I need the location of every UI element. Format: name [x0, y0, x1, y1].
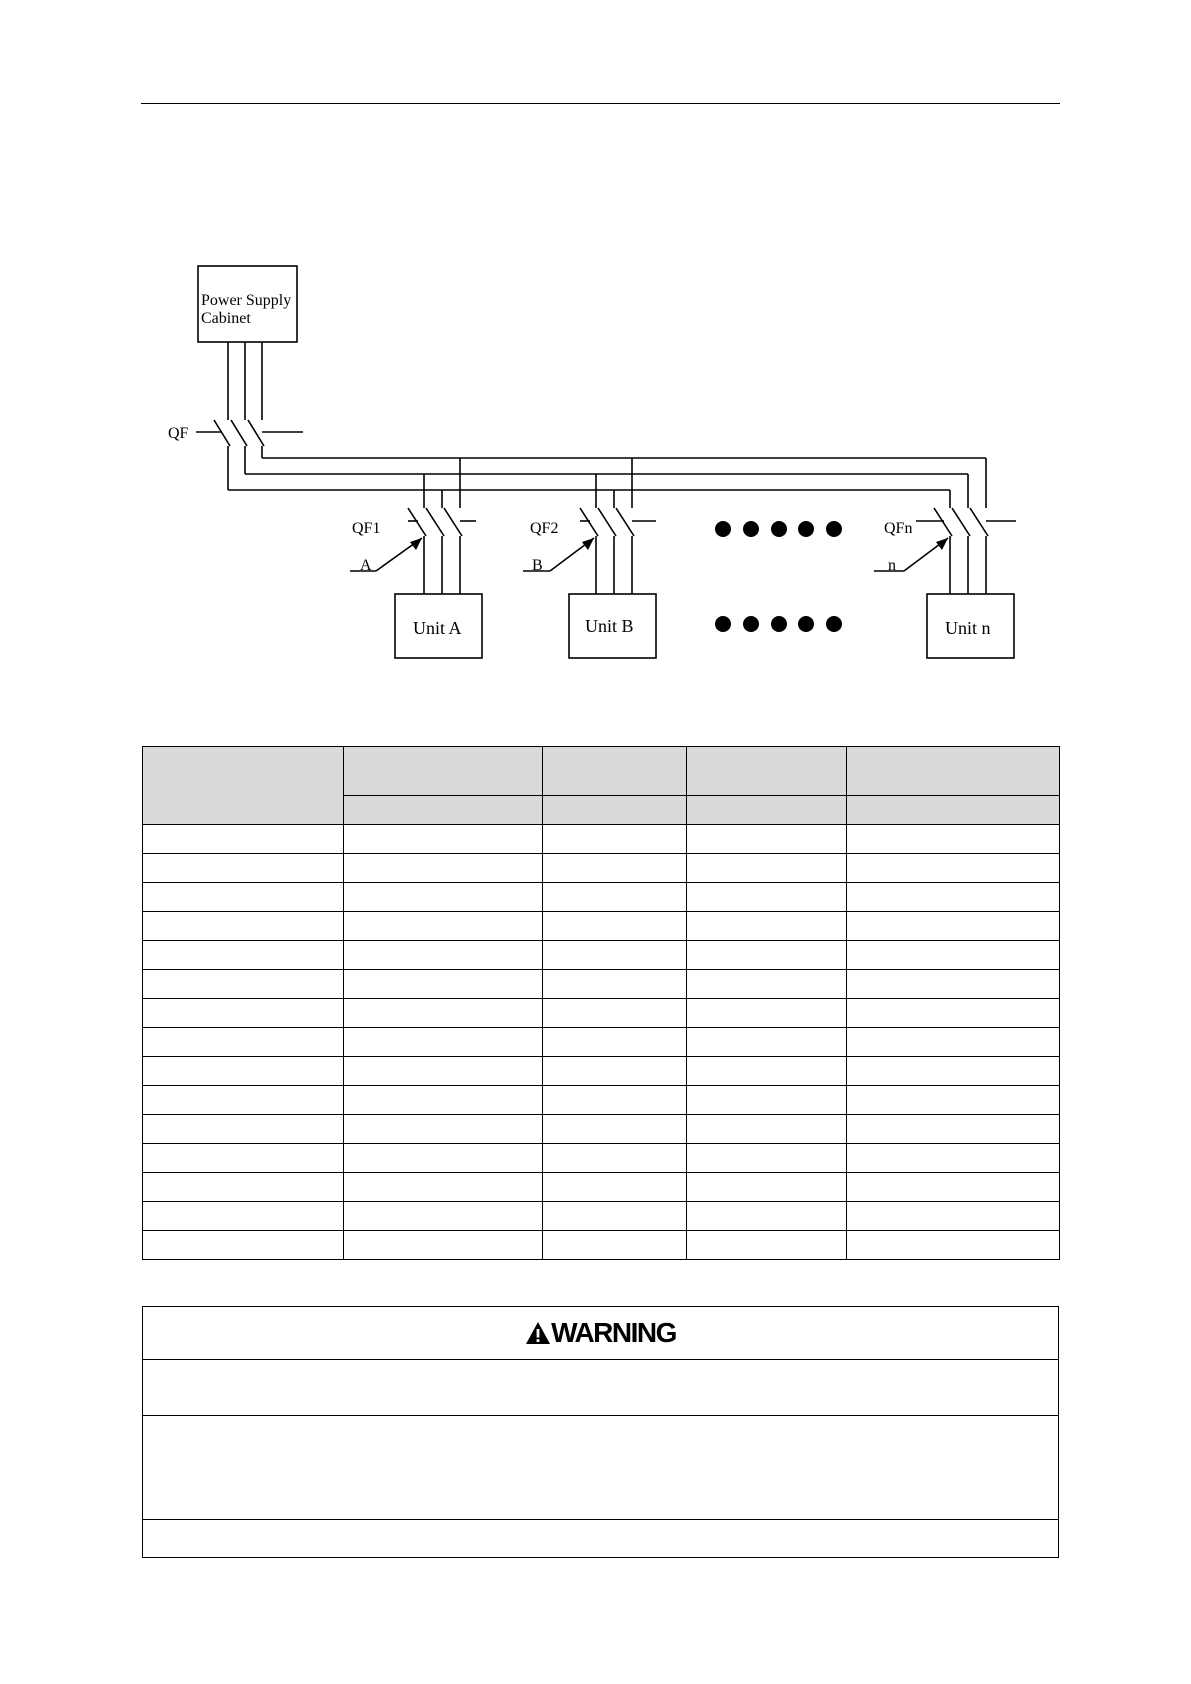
table-row	[143, 883, 1060, 912]
table-row	[143, 970, 1060, 999]
table-row	[143, 1173, 1060, 1202]
lead-b-label: B	[532, 557, 543, 574]
warning-title	[525, 1317, 676, 1349]
qf1-label: QF1	[352, 520, 381, 537]
table-row	[143, 1202, 1060, 1231]
table-row	[143, 1115, 1060, 1144]
table-row	[143, 912, 1060, 941]
ellipsis-dot	[715, 616, 731, 632]
ellipsis-dot	[771, 616, 787, 632]
spec-table	[142, 746, 1060, 1260]
power-supply-label-line1: Power Supply	[201, 292, 292, 309]
qfn-label: QFn	[884, 520, 913, 537]
ellipsis-dot	[826, 521, 842, 537]
ellipsis-dot	[743, 616, 759, 632]
ellipsis-dot	[743, 521, 759, 537]
lead-n-label: n	[888, 557, 896, 574]
table-subheader-cell	[847, 796, 1060, 825]
unit-n-label: Unit n	[945, 618, 991, 638]
table-row	[143, 941, 1060, 970]
table-subheader-cell	[543, 796, 687, 825]
warning-row	[143, 1520, 1058, 1558]
qf-label: QF	[168, 425, 189, 442]
warning-row	[143, 1416, 1058, 1520]
table-row	[143, 999, 1060, 1028]
unit-a-label: Unit A	[413, 618, 462, 638]
warning-triangle-icon	[525, 1321, 551, 1345]
unit-b-label: Unit B	[585, 616, 634, 636]
table-row	[143, 1231, 1060, 1260]
table-header-cell	[143, 747, 344, 825]
table-header-cell	[344, 747, 543, 796]
ellipsis-dot	[826, 616, 842, 632]
ellipsis-dot	[771, 521, 787, 537]
qf2-label: QF2	[530, 520, 559, 537]
wiring-diagram	[0, 0, 1191, 700]
table-subheader-cell	[344, 796, 543, 825]
lead-a-label: A	[360, 557, 372, 574]
ellipsis-dot	[798, 616, 814, 632]
warning-title-text: WARNING	[551, 1317, 676, 1348]
table-header-cell	[543, 747, 687, 796]
table-row	[143, 1144, 1060, 1173]
arrow-b-icon	[582, 538, 594, 550]
table-row	[143, 1057, 1060, 1086]
ellipsis-dot	[715, 521, 731, 537]
arrow-a-icon	[410, 538, 422, 550]
table-row	[143, 825, 1060, 854]
warning-row	[143, 1360, 1058, 1416]
table-row	[143, 1028, 1060, 1057]
warning-header	[143, 1307, 1058, 1360]
table-row	[143, 854, 1060, 883]
table-row	[143, 1086, 1060, 1115]
table-header-cell	[847, 747, 1060, 796]
power-supply-label-line2: Cabinet	[201, 310, 251, 327]
table-header-cell	[687, 747, 847, 796]
ellipsis-dot	[798, 521, 814, 537]
table-subheader-cell	[687, 796, 847, 825]
warning-box	[142, 1306, 1059, 1558]
arrow-n-icon	[936, 538, 948, 550]
